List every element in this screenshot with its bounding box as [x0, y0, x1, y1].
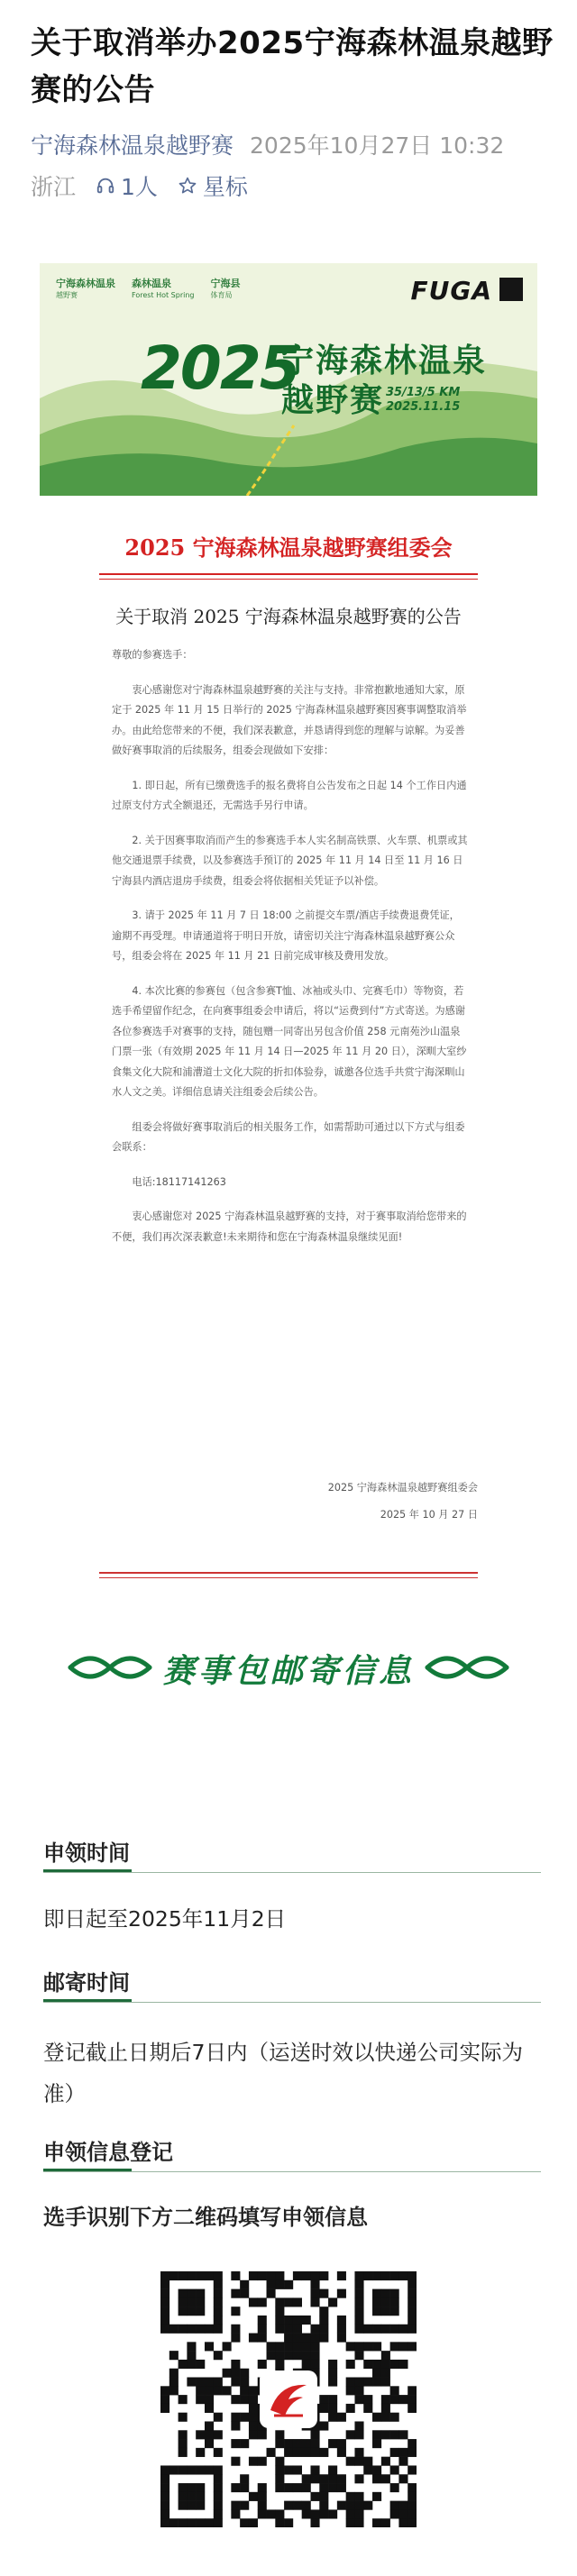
- section-title-apply-time: 申领时间: [43, 1841, 130, 1866]
- star-icon: [178, 176, 197, 196]
- signature-date: 2025 年 10 月 27 日: [380, 1509, 478, 1521]
- mailing-header: [63, 1640, 514, 1694]
- apply-time-text: 即日起至2025年11月2日: [43, 1906, 287, 1932]
- banner-distances: 35/13/5 KM: [386, 386, 461, 399]
- footer-rule: [99, 1572, 478, 1574]
- brand-logo-icon: [265, 2376, 312, 2423]
- notice-paragraph: 3. 请于 2025 年 11 月 7 日 18:00 之前提交车票/酒店手续费退费凭证，逾期不再受理。申请通道将于明日开放，请密切关注宁海森林温泉越野赛公众号，组委会将在 2025 年 11 月 21 日前完成审核及费用发放。: [112, 909, 460, 962]
- star-label: 星标: [202, 174, 248, 200]
- section-title-mail-time: 邮寄时间: [43, 1970, 130, 1996]
- header-rule: [99, 573, 478, 575]
- location-label: 浙江: [31, 174, 77, 200]
- notice-body: [112, 645, 469, 1262]
- article-title: 关于取消举办2025宁海森林温泉越野赛的公告: [31, 25, 554, 108]
- notice-paragraph: 衷心感谢您对宁海森林温泉越野赛的关注与支持。非常抱歉地通知大家，原定于 2025 年 11 月 15 日举行的 2025 宁海森林温泉越野赛因赛事调整取消举办。由此给您带来的不便，我们深表歉意，并恳请得到您的理解与谅解。为妥善做好赛事取消的后续服务，组委会现做如下安排：: [112, 683, 467, 756]
- notice-paragraph: 组委会将做好赛事取消后的相关服务工作，如需帮助可通过以下方式与组委会联系：: [112, 1120, 465, 1153]
- section-rule: [43, 2002, 541, 2003]
- listen-button[interactable]: [96, 169, 158, 202]
- section-title-register: 申领信息登记: [43, 2140, 173, 2165]
- footer-rule-thin: [99, 1577, 478, 1578]
- hotspring-logo: 森林温泉 Forest Hot Spring: [132, 278, 195, 299]
- mail-time-text: 登记截止日期后7日内（运送时效以快递公司实际为准）: [43, 2040, 523, 2106]
- account-name-link[interactable]: 宁海森林温泉越野赛: [31, 132, 234, 159]
- sports-bureau-logo: 宁海县 体育局: [210, 278, 241, 299]
- section-rule: [43, 1872, 541, 1873]
- brand-mark: [499, 278, 523, 301]
- notice-salutation: 尊敬的参赛选手：: [112, 649, 193, 661]
- notice-paragraph: 衷心感谢您对 2025 宁海森林温泉越野赛的支持，对于赛事取消给您带来的不便，我们再次深表歉意!未来期待和您在宁海森林温泉继续见面!: [112, 1210, 467, 1243]
- notice-paragraph: 2. 关于因赛事取消而产生的参赛选手本人实名制高铁票、火车票、机票或其他交通退票手续费，以及参赛选手预订的 2025 年 11 月 14 日至 11 月 16 日宁海县内酒店退房手续费，组委会将依据相关凭证予以补偿。: [112, 834, 468, 887]
- banner-race-name-2: 越野赛: [281, 382, 385, 419]
- notice-paragraph: 4. 本次比赛的参赛包（包含参赛T恤、冰袖或头巾、完赛毛巾）等物资，若选手希望留作纪念，在向赛事组委会申请后，将以“运费到付”方式寄送。为感谢各位参赛选手对赛事的支持，随包赠一同寄出另包含价值 258 元南苑沙山温泉门票一张（有效期 2025 年 11 月 14 日—2025 年 11 月 20 日），深甽大室纱食集文化大院和浦漕道士文化大院的折扣体验券，诚邀各位选手共赏宁海深甽山水人文之美。详细信息请关注组委会后续公告。: [112, 984, 467, 1098]
- contact-phone: 电话:18117141263: [132, 1175, 226, 1188]
- qr-code[interactable]: [160, 2271, 417, 2527]
- listeners-count: 1人: [121, 174, 158, 200]
- notice-title: 关于取消 2025 宁海森林温泉越野赛的公告: [115, 606, 462, 627]
- publish-time: 2025年10月27日 10:32: [250, 132, 505, 159]
- signature-org: 2025 宁海森林温泉越野赛组委会: [327, 1482, 478, 1494]
- mailing-title: 赛事包邮寄信息: [161, 1653, 415, 1690]
- banner-year: 2025: [141, 333, 299, 403]
- header-rule-thin: [99, 579, 478, 580]
- section-rule: [43, 2171, 541, 2172]
- register-instruction: 选手识别下方二维码填写申领信息: [43, 2205, 368, 2230]
- banner-date: 2025.11.15: [386, 400, 461, 414]
- race-logo: 宁海森林温泉 越野赛: [56, 278, 115, 299]
- article-meta: [31, 128, 504, 160]
- qr-center-logo: [260, 2370, 317, 2428]
- banner-race-name: 宁海森林温泉: [281, 343, 488, 379]
- committee-header: 2025 宁海森林温泉越野赛组委会: [124, 534, 453, 561]
- brand-logo: FUGA: [410, 276, 492, 306]
- article-meta-row2: [31, 169, 248, 202]
- event-banner: [40, 263, 537, 496]
- banner-logos: [56, 278, 241, 301]
- headphones-icon: [96, 176, 115, 196]
- star-button[interactable]: [178, 169, 248, 202]
- notice-paragraph: 1. 即日起，所有已缴费选手的报名费将自公告发布之日起 14 个工作日内通过原支付方式全额退还，无需选手另行申请。: [112, 779, 467, 811]
